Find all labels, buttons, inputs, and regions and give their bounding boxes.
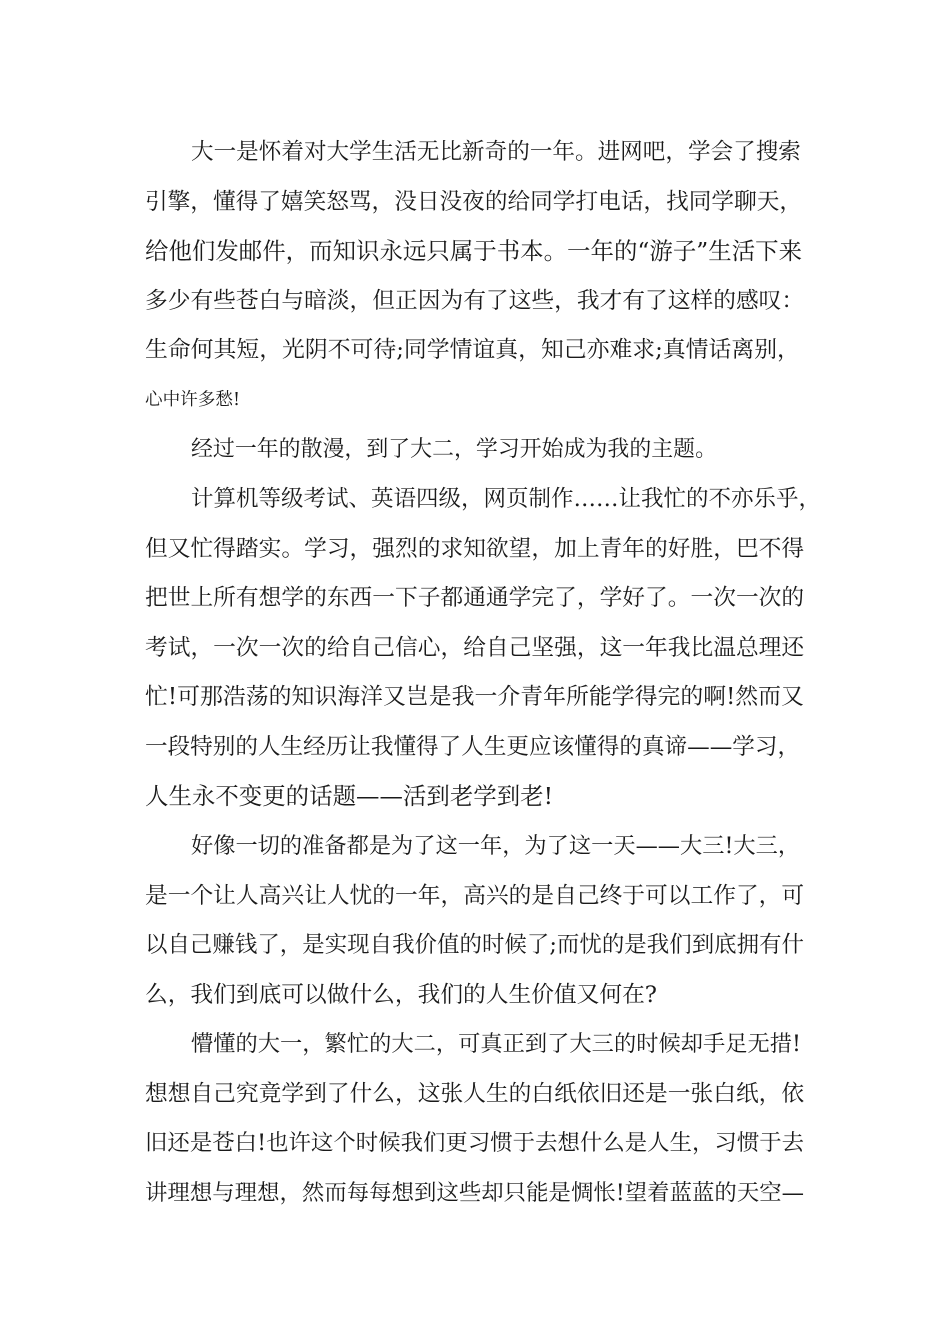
text-line [0, 474, 950, 524]
text-line [0, 177, 950, 227]
text-line [0, 821, 950, 871]
text-line [0, 276, 950, 326]
text-line [0, 970, 950, 1020]
text-line [0, 573, 950, 623]
text-line-content: 旧还是苍白!也许这个时候我们更习惯于去想什么是人生，习惯于去 [145, 1130, 805, 1156]
text-line-content: 以自己赚钱了，是实现自我价值的时候了;而忧的是我们到底拥有什 [145, 932, 805, 958]
text-line [0, 1019, 950, 1069]
text-line-content: 但又忙得踏实。学习，强烈的求知欲望，加上青年的好胜，巴不得 [145, 536, 805, 562]
text-line-content: 多少有些苍白与暗淡，但正因为有了这些，我才有了这样的感叹： [145, 288, 805, 314]
text-line [0, 375, 950, 425]
text-line-content: 考试，一次一次的给自己信心，给自己坚强，这一年我比温总理还 [145, 635, 805, 661]
text-line-content: 把世上所有想学的东西一下子都通通学完了，学好了。一次一次的 [145, 585, 805, 611]
text-line-content: 给他们发邮件，而知识永远只属于书本。一年的“游子”生活下来 [145, 237, 803, 265]
text-line [0, 1069, 950, 1119]
text-line [0, 672, 950, 722]
text-line [0, 127, 950, 177]
text-line-content: 讲理想与理想，然而每每想到这些却只能是惆怅!望着蓝蓝的天空— [145, 1180, 805, 1206]
text-line-content: 生命何其短，光阴不可待;同学情谊真，知己亦难求;真情话离别， [145, 337, 800, 363]
text-line-content: 忙!可那浩荡的知识海洋又岂是我一介青年所能学得完的啊!然而又 [145, 684, 804, 710]
text-line [0, 920, 950, 970]
text-line-content: 好像一切的准备都是为了这一年，为了这一天——大三!大三， [191, 833, 801, 859]
text-line-content: 懵懂的大一，繁忙的大二，可真正到了大三的时候却手足无措! [191, 1031, 801, 1057]
text-line [0, 425, 950, 475]
text-line [0, 524, 950, 574]
text-line-content: 计算机等级考试、英语四级，网页制作……让我忙的不亦乐乎， [191, 486, 822, 512]
text-line [0, 871, 950, 921]
text-line-content: 想想自己究竟学到了什么，这张人生的白纸依旧还是一张白纸，依 [145, 1081, 805, 1107]
text-line-content: 心中许多愁! [145, 390, 241, 410]
text-line-content: 引擎，懂得了嬉笑怒骂，没日没夜的给同学打电话，找同学聊天， [145, 189, 803, 215]
text-line [0, 325, 950, 375]
text-line [0, 623, 950, 673]
text-line-content: 是一个让人高兴让人忧的一年，高兴的是自己终于可以工作了，可 [145, 883, 805, 909]
text-line [0, 771, 950, 821]
text-line [0, 1118, 950, 1168]
text-line-content: 经过一年的散漫，到了大二，学习开始成为我的主题。 [191, 437, 717, 462]
text-line [0, 1168, 950, 1218]
text-line-content: 么，我们到底可以做什么，我们的人生价值又何在? [145, 982, 657, 1008]
text-line-content: 大一是怀着对大学生活无比新奇的一年。进网吧，学会了搜索 [191, 139, 801, 165]
text-line [0, 226, 950, 276]
text-line [0, 722, 950, 772]
text-line-content: 人生永不变更的话题——活到老学到老! [145, 782, 554, 810]
text-line-content: 一段特别的人生经历让我懂得了人生更应该懂得的真谛——学习， [145, 734, 801, 760]
